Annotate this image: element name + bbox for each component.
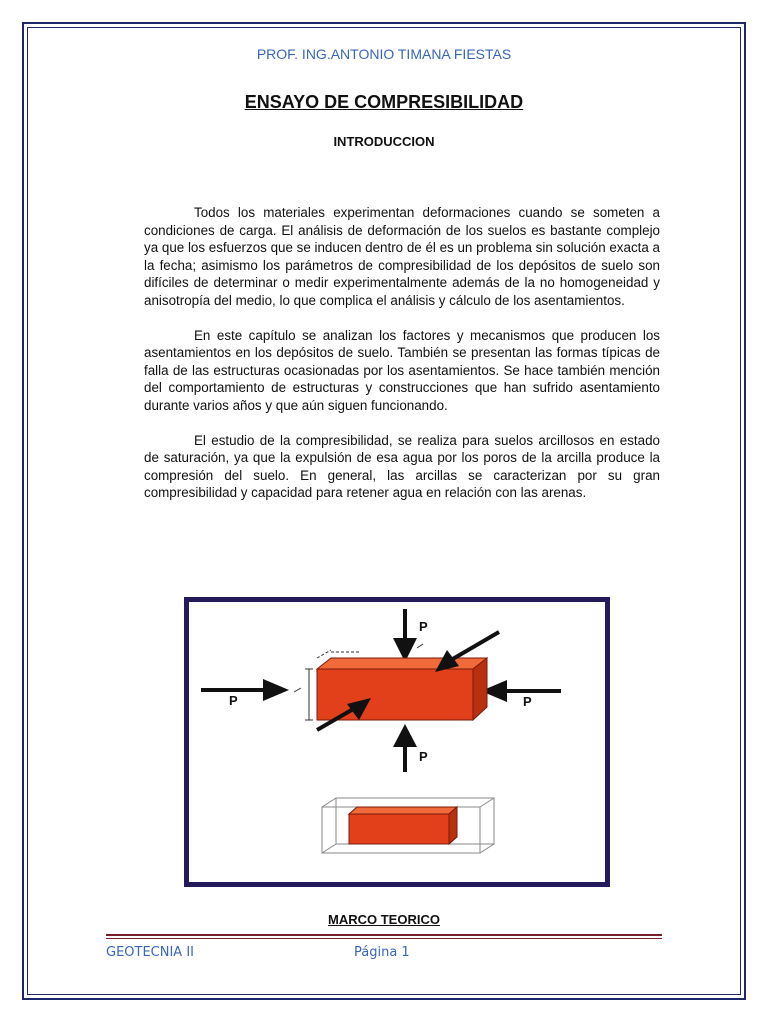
footer-page-number: Página 1 xyxy=(354,945,410,960)
paragraph-1: Todos los materiales experimentan deformaciones cuando se someten a condiciones de carga. El análisis de deformación de los suelos es bastante complejo ya que los esfuerzos que se inducen dentro de él es un problema sin solución exacta a la fecha; asimismo los parámetros de compresibilidad de los depósitos de suelo son difíciles de determinar o medir experimentalmente además de la no homogeneidad y anisotropía del medio, lo que complica el análisis y cálculo de los asentamientos. xyxy=(144,205,660,308)
section-introduccion: INTRODUCCION xyxy=(333,134,435,149)
compression-diagram xyxy=(189,602,605,882)
force-label-bottom: P xyxy=(419,749,428,764)
force-label-top: P xyxy=(419,619,428,634)
paragraph-2: En este capítulo se analizan los factores y mecanismos que producen los asentamientos en los depósitos de suelo. También se presentan las formas típicas de falla de las estructuras ocasionadas por los asentamientos. Se hace también mención del comportamiento de estructuras y construcciones que han sufrido asentamiento durante varios años y que aún siguen funcionando. xyxy=(144,327,660,413)
body-text xyxy=(144,204,660,519)
force-label-left: P xyxy=(229,693,238,708)
compression-figure xyxy=(184,597,610,887)
section-marco-teorico: MARCO TEORICO xyxy=(328,912,440,927)
paragraph-3: El estudio de la compresibilidad, se realiza para suelos arcillosos en estado de saturación, ya que la expulsión de esa agua por los poros de la arcilla produce la compresión del suelo. En general, las arcillas se caracterizan por su gran compresibilidad y capacidad para retener agua en relación con las arenas. xyxy=(144,432,660,501)
arrow-top xyxy=(393,609,417,662)
arrow-bottom xyxy=(393,724,417,772)
arrow-left xyxy=(201,679,289,701)
footer-rule-thick xyxy=(106,934,662,936)
soil-block xyxy=(317,658,487,720)
footer-course: GEOTECNIA II xyxy=(106,945,195,960)
confined-sample xyxy=(322,798,494,853)
arrow-right xyxy=(481,680,561,702)
document-title: ENSAYO DE COMPRESIBILIDAD xyxy=(244,92,524,112)
header-author: PROF. ING.ANTONIO TIMANA FIESTAS xyxy=(256,46,512,62)
footer-rule-thin xyxy=(106,938,662,939)
force-label-right: P xyxy=(523,694,532,709)
